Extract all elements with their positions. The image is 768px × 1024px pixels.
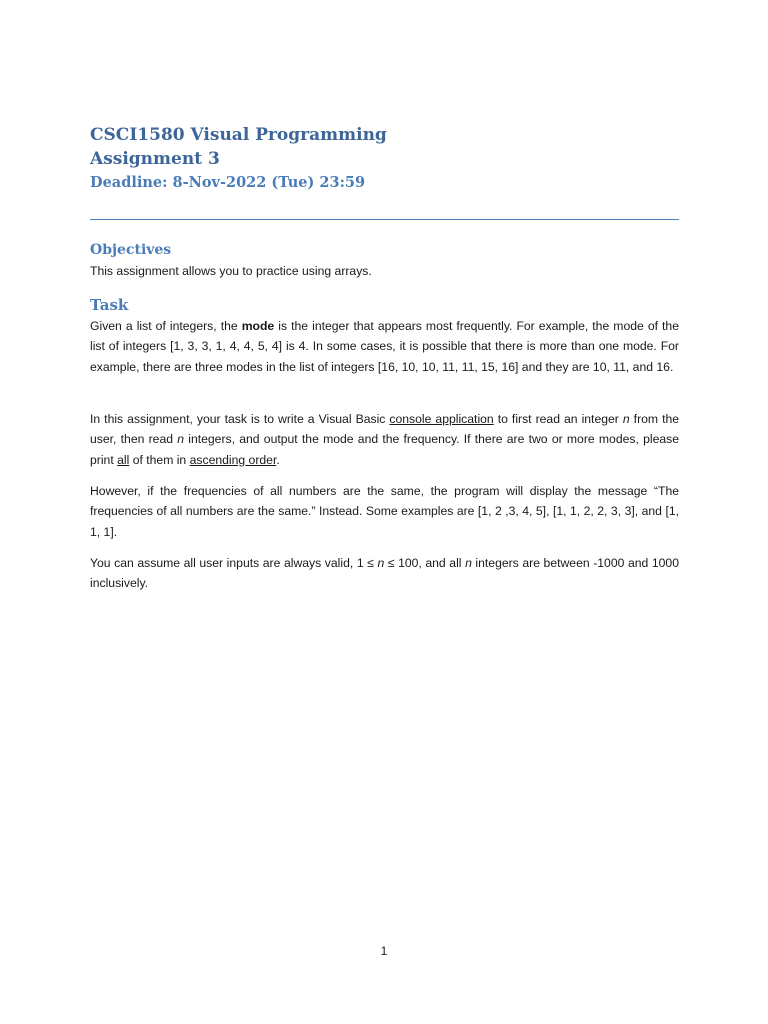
task-paragraph-3: However, if the frequencies of all numbers are the same, the program will display the message “The frequencies of all numbers are the same.” Instead. Some examples are [1, 2 ,3, 4, 5], [1, 1, 2, 2, 3, 3], and [1, 1, 1]. xyxy=(90,484,679,539)
objectives-heading: Objectives xyxy=(90,242,172,258)
p1-text-a: Given a list of integers, the xyxy=(90,319,242,333)
ascending-order-term: ascending order xyxy=(189,452,277,467)
horizontal-divider xyxy=(90,219,679,220)
console-application-term: console application xyxy=(389,412,494,426)
task-paragraph-4 xyxy=(90,553,679,594)
p4-text-a: You can assume all user inputs are always valid, 1 ≤ xyxy=(90,556,378,570)
objectives-text: This assignment allows you to practice using arrays. xyxy=(90,264,372,278)
p4-text-c: integers are between -1000 and 1000 inclusively. xyxy=(90,556,679,591)
course-title: CSCI1580 Visual Programming xyxy=(90,125,387,145)
task-heading: Task xyxy=(90,296,129,314)
p2-text-d: integers, and output the mode and the frequency. If there are two or more modes, please print xyxy=(90,432,679,467)
task-paragraph-2 xyxy=(90,409,679,470)
variable-n: n xyxy=(465,556,472,570)
assignment-title: Assignment 3 xyxy=(90,149,220,169)
p2-text-b: to first read an integer xyxy=(493,412,623,426)
p2-text-e: of them in xyxy=(129,452,190,467)
variable-n: n xyxy=(377,556,385,570)
p1-text-b: is the integer that appears most frequently. For example, the mode of the list of integers [1, 3, 3, 1, 4, 4, 5, 4] is 4. In some cases, it is possible that there is more than one mode. For example, there are three modes in the list of integers [16, 10, 10, 11, 11, 15, 16] and they are 10, 11, and 16. xyxy=(90,319,679,374)
page-number: 1 xyxy=(380,944,388,958)
title-block xyxy=(90,123,679,194)
deadline: Deadline: 8-Nov-2022 (Tue) 23:59 xyxy=(90,174,366,191)
p2-text-f: . xyxy=(276,452,280,467)
mode-term: mode xyxy=(241,319,275,333)
p2-text-a: In this assignment, your task is to write a Visual Basic xyxy=(90,412,390,426)
all-term: all xyxy=(117,452,130,467)
p2-text-c: from the user, then read xyxy=(90,412,680,447)
p4-text-b: ≤ 100, and all xyxy=(384,556,466,570)
task-paragraph-1 xyxy=(90,316,679,377)
variable-n: n xyxy=(622,412,630,426)
variable-n: n xyxy=(177,432,185,447)
